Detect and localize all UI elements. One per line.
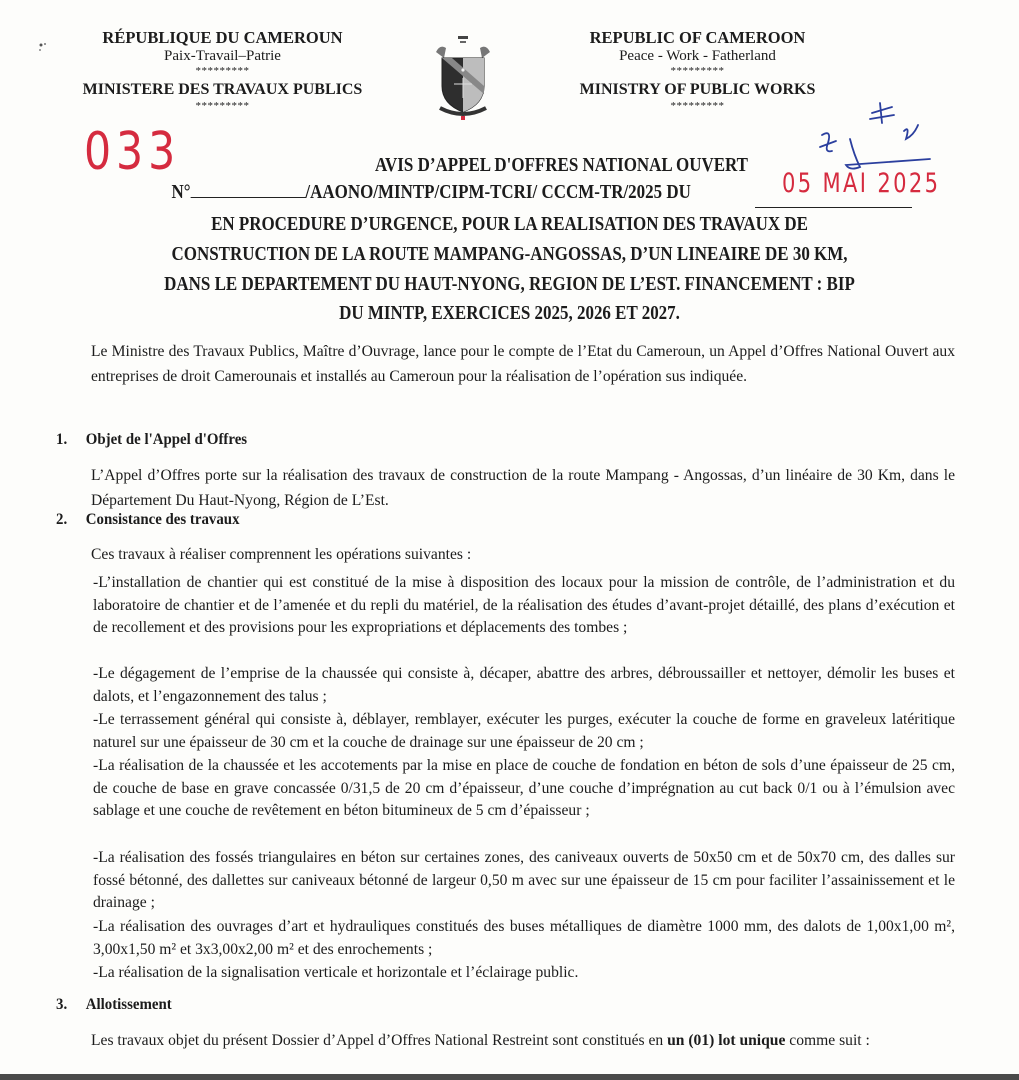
list-item: -La réalisation de la chaussée et les accotements par la mise en place de couche de fondation en béton de sols d’une épaisseur de 25 cm, de couche de base en grave concassée 0/31,5 de 20 cm d’épaisseur, d’une couche d’imprégnation au cut back 0/1 ou à l’émulsion avec sablage et une couche de revêtement en béton bitumineux de 5 cm d’épaisseur ; xyxy=(93,757,955,820)
list-item: -Le terrassement général qui consiste à, déblayer, remblayer, exécuter les purges, exécuter la couche de forme en graveleux latéritique naturel sur une épaisseur de 30 cm et la couche de drainage sur une épaisseur de 20 cm ; xyxy=(93,711,955,751)
country-name-en: REPUBLIC OF CAMEROON xyxy=(589,28,806,47)
title-line-5: DANS LE DEPARTEMENT DU HAUT-NYONG, REGION DE L’EST. FINANCEMENT : BIP xyxy=(164,274,855,295)
lot-emphasis: un (01) lot unique xyxy=(667,1032,786,1049)
ref-prefix: N° xyxy=(171,182,191,203)
section-number: 3. xyxy=(56,996,68,1013)
title-line-4: CONSTRUCTION DE LA ROUTE MAMPANG-ANGOSSAS, D’UN LINEAIRE DE 30 KM, xyxy=(171,244,848,265)
section-3-body xyxy=(91,1029,955,1054)
section-3-heading xyxy=(56,995,172,1015)
list-item: -La réalisation des ouvrages d’art et hydrauliques constitués des buses métalliques de diamètre 1000 mm, des dalots de 1,00x1,00 m², 3,00x1,50 m² et 3x3,00x2,00 m² et des enrochements ; xyxy=(93,918,955,958)
title-line-6: DU MINTP, EXERCICES 2025, 2026 ET 2027. xyxy=(339,303,680,324)
header-left xyxy=(60,28,385,113)
section-1-heading xyxy=(56,430,247,450)
ref-code: /AAONO/MINTP/CIPM-TCRI/ CCCM-TR/2025 DU xyxy=(305,182,691,203)
separator-stars: ********* xyxy=(195,100,250,112)
list-item: -L’installation de chantier qui est constitué de la mise à disposition des locaux pour la mission de contrôle, de l’administration et du laboratoire de chantier et de l’amenée et du repli du matériel, de la réalisation des études d’avant-projet détaillé, des plans d’exécution et de recollement et des provisions pour les expropriations et déplacements des tombes ; xyxy=(93,574,955,637)
body-text: Les travaux objet du présent Dossier d’Appel d’Offres National Restreint sont constitués en xyxy=(91,1032,668,1049)
date-underline xyxy=(755,207,912,208)
motto-fr: Paix-Travail–Patrie xyxy=(164,48,281,64)
ministry-name-fr: MINISTERE DES TRAVAUX PUBLICS xyxy=(82,81,363,98)
section-title: Objet de l'Appel d'Offres xyxy=(85,431,248,448)
country-name-fr: RÉPUBLIQUE DU CAMEROUN xyxy=(102,28,343,47)
list-item: -La réalisation de la signalisation verticale et horizontale et l’éclairage public. xyxy=(93,964,579,981)
section-title: Allotissement xyxy=(85,996,172,1013)
list-item: -La réalisation des fossés triangulaires en béton sur certaines zones, des caniveaux ouverts de 50x50 cm et de 50x70 cm, des dalles sur fossé bétonné, des dallettes sur caniveaux bétonné de largeur 0,50 m avec sur une épaisseur de 15 cm pour faciliter l’assainissement et le drainage ; xyxy=(93,849,955,912)
intro-paragraph: Le Ministre des Travaux Publics, Maître d’Ouvrage, lance pour le compte de l’Etat du Cameroun, un Appel d’Offres National Ouvert aux entreprises de droit Camerounais et installés au Cameroun pour la réalisation de l’opération sus indiquée. xyxy=(91,343,955,385)
section-2-lead: Ces travaux à réaliser comprennent les opérations suivantes : xyxy=(91,546,472,563)
section-title: Consistance des travaux xyxy=(85,511,240,528)
notice-title: AVIS D’APPEL D'OFFRES NATIONAL OUVERT xyxy=(374,155,749,176)
coat-of-arms-icon xyxy=(432,34,494,122)
ink-speck-icon xyxy=(36,40,50,54)
date-stamp: 05 MAI 2025 xyxy=(782,168,941,199)
section-2-heading xyxy=(56,510,240,530)
ministry-name-en: MINISTRY OF PUBLIC WORKS xyxy=(579,81,816,98)
ref-number-blank xyxy=(191,197,306,198)
section-number: 2. xyxy=(56,511,68,528)
separator-stars: ********* xyxy=(195,65,250,77)
title-line-3: EN PROCEDURE D’URGENCE, POUR LA REALISATION DES TRAVAUX DE xyxy=(211,214,808,235)
separator-stars: ********* xyxy=(670,100,725,112)
section-number: 1. xyxy=(56,431,68,448)
header-right xyxy=(555,28,840,113)
body-text: comme suit : xyxy=(785,1032,870,1049)
motto-en: Peace - Work - Fatherland xyxy=(619,48,776,64)
separator-stars: ********* xyxy=(670,65,725,77)
section-1-body: L’Appel d’Offres porte sur la réalisation des travaux de construction de la route Mampang - Angossas, d’un linéaire de 30 Km, dans le Département Du Haut-Nyong, Région de L’Est. xyxy=(91,467,955,509)
page-edge xyxy=(0,1074,1019,1080)
registration-number-stamp: 033 xyxy=(84,122,181,182)
list-item: -Le dégagement de l’emprise de la chaussée qui consiste à, décaper, abattre des arbres, débroussailler et nettoyer, démolir les buses et dalots, et l’engazonnement des talus ; xyxy=(93,665,955,705)
